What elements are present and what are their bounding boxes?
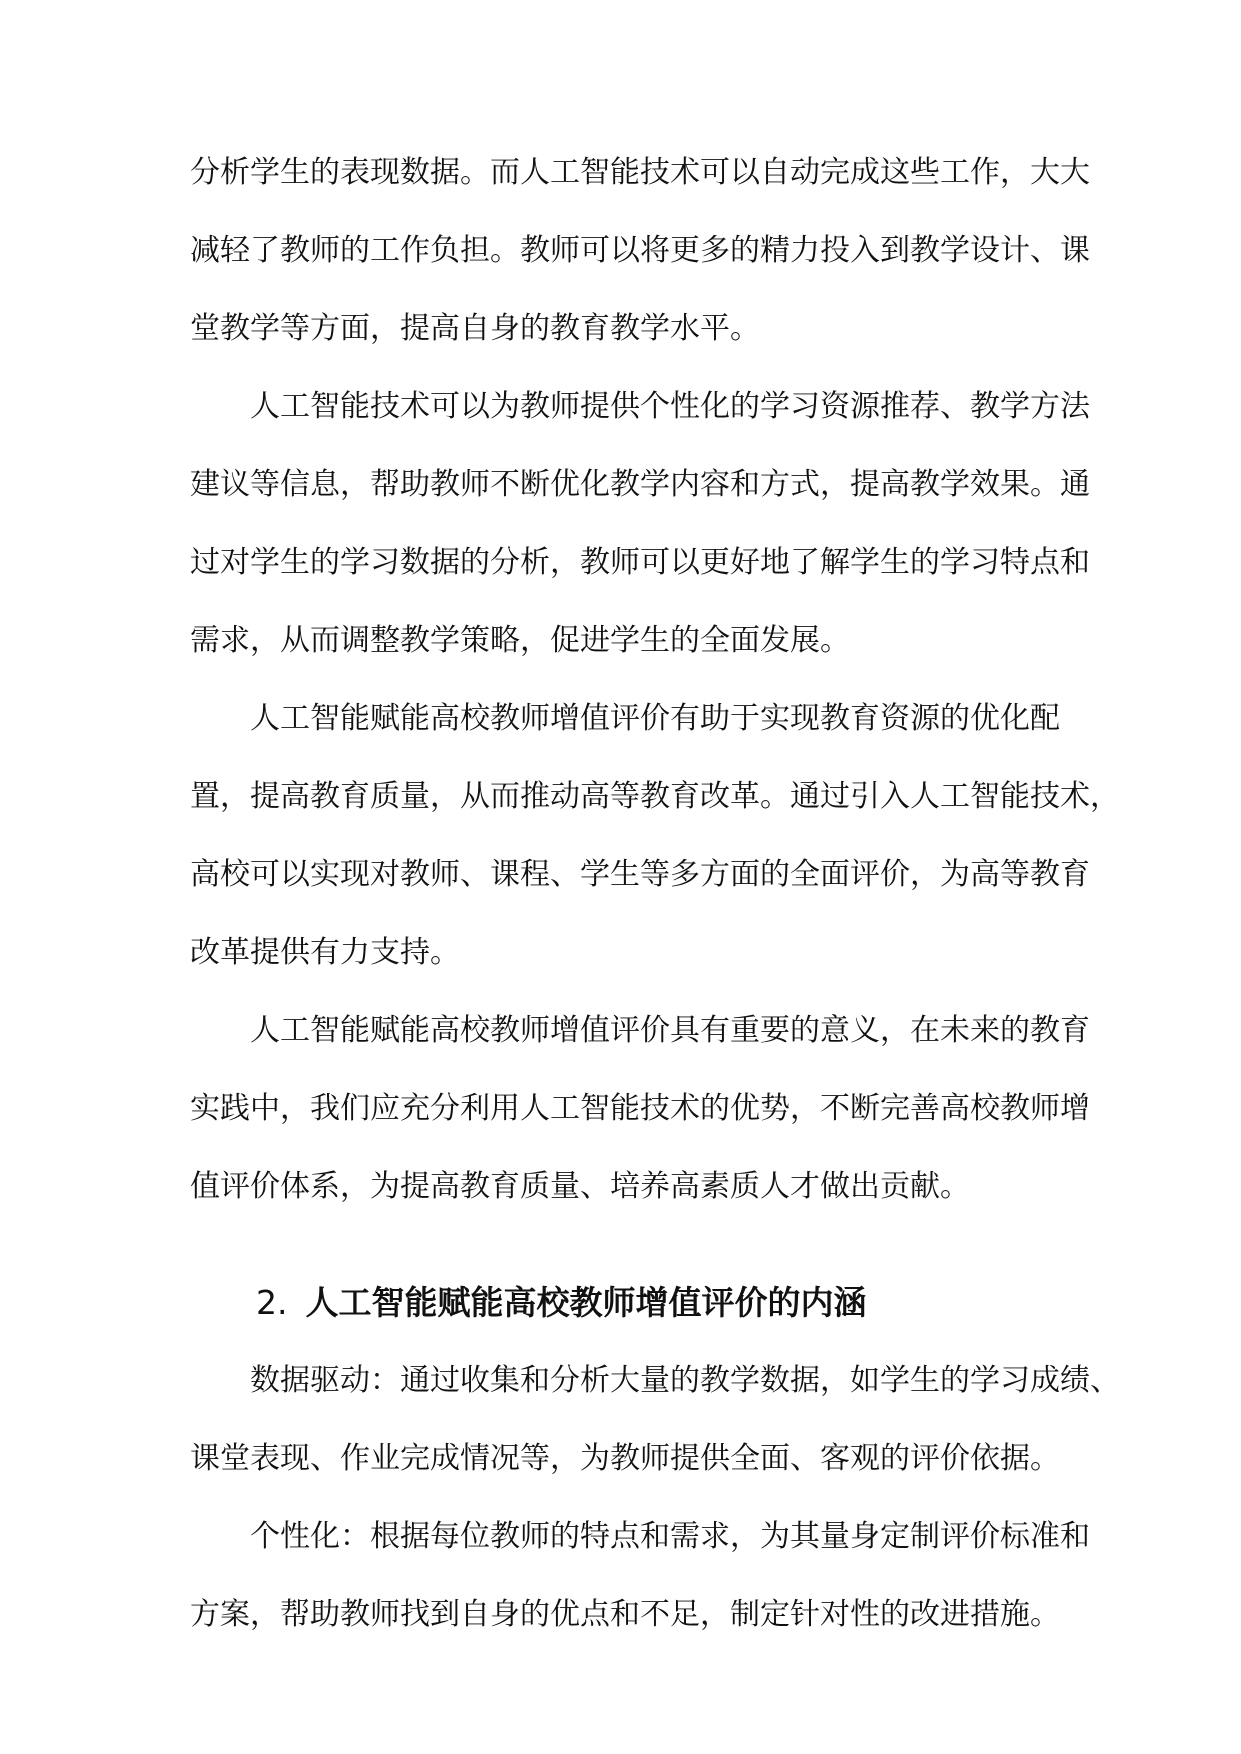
paragraph xyxy=(190,1512,1090,1668)
text-line: 值评价体系，为提高教育质量、培养高素质人才做出贡献。 xyxy=(190,1169,970,1204)
text-line: 改革提供有力支持。 xyxy=(190,935,460,970)
text-line: 人工智能赋能高校教师增值评价具有重要的意义，在未来的教育 xyxy=(250,1013,1090,1048)
text-line: 过对学生的学习数据的分析，教师可以更好地了解学生的学习特点和 xyxy=(190,545,1090,580)
section-title: 人工智能赋能高校教师增值评价的内涵 xyxy=(305,1283,867,1322)
paragraph xyxy=(190,1006,1090,1240)
text-line: 数据驱动：通过收集和分析大量的教学数据，如学生的学习成绩、 xyxy=(250,1363,1120,1398)
text-line: 人工智能技术可以为教师提供个性化的学习资源推荐、教学方法 xyxy=(250,389,1090,424)
text-line: 堂教学等方面，提高自身的教育教学水平。 xyxy=(190,311,760,346)
text-line: 课堂表现、作业完成情况等，为教师提供全面、客观的评价依据。 xyxy=(190,1441,1060,1476)
paragraph xyxy=(190,382,1090,694)
text-line: 需求，从而调整教学策略，促进学生的全面发展。 xyxy=(190,623,850,658)
text-line: 减轻了教师的工作负担。教师可以将更多的精力投入到教学设计、课 xyxy=(190,233,1090,268)
section-number: 2. xyxy=(256,1283,288,1322)
paragraph xyxy=(190,1356,1120,1512)
text-line: 分析学生的表现数据。而人工智能技术可以自动完成这些工作，大大 xyxy=(190,155,1090,190)
text-line: 置，提高教育质量，从而推动高等教育改革。通过引入人工智能技术， xyxy=(190,779,1120,814)
document-page xyxy=(190,148,1120,1668)
paragraph-continued xyxy=(190,148,1090,382)
text-line: 建议等信息，帮助教师不断优化教学内容和方式，提高教学效果。通 xyxy=(190,467,1090,502)
text-line: 个性化：根据每位教师的特点和需求，为其量身定制评价标准和 xyxy=(250,1519,1090,1554)
section-heading xyxy=(190,1278,1058,1356)
paragraph xyxy=(190,694,1120,1006)
text-line: 方案，帮助教师找到自身的优点和不足，制定针对性的改进措施。 xyxy=(190,1597,1060,1632)
text-line: 高校可以实现对教师、课程、学生等多方面的全面评价，为高等教育 xyxy=(190,857,1090,892)
text-line: 实践中，我们应充分利用人工智能技术的优势，不断完善高校教师增 xyxy=(190,1091,1090,1126)
text-line: 人工智能赋能高校教师增值评价有助于实现教育资源的优化配 xyxy=(250,701,1060,736)
